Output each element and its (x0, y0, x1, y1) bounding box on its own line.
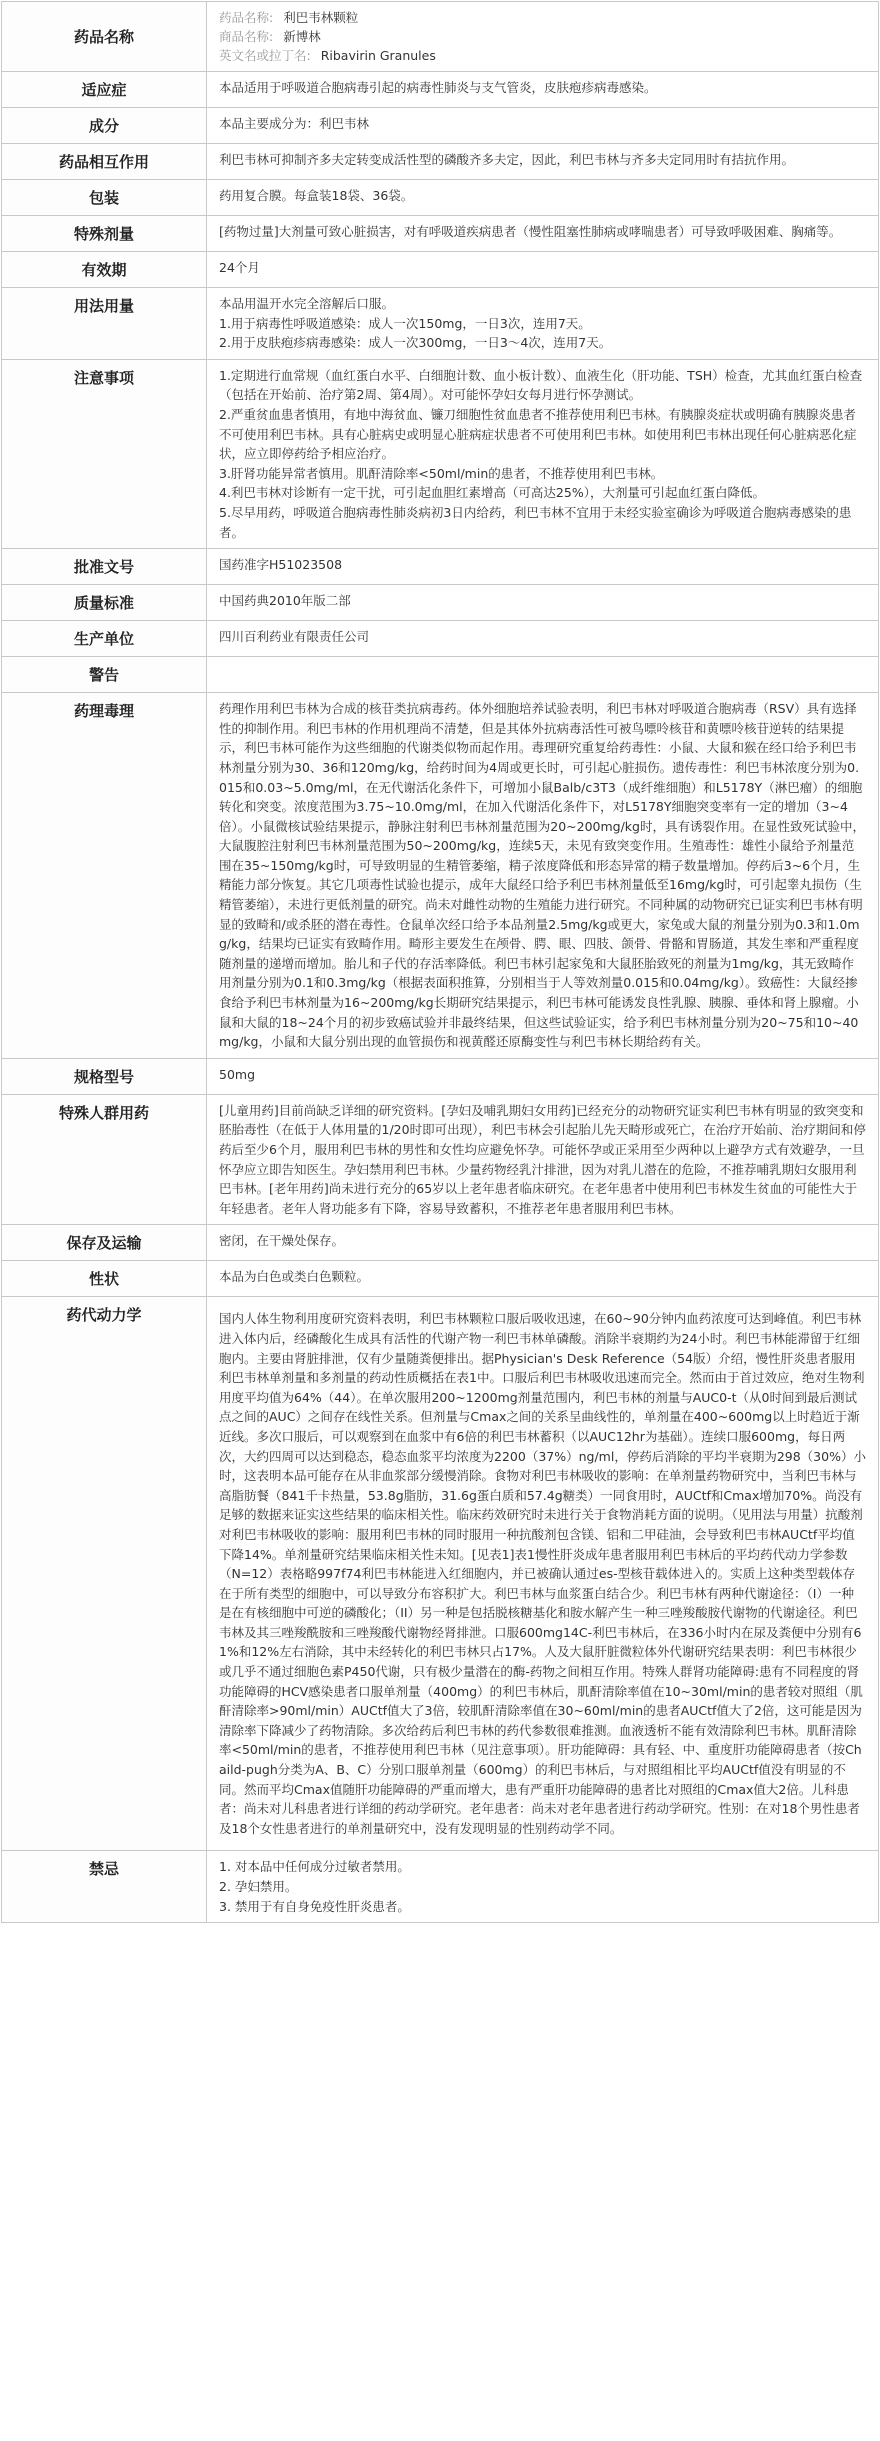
trade-name-key: 商品名称: (219, 29, 274, 44)
english-name-value: Ribavirin Granules (320, 48, 436, 63)
value-property: 本品为白色或类白色颗粒。 (207, 1261, 879, 1297)
generic-name-key: 药品名称: (219, 10, 274, 25)
value-warning (207, 657, 879, 693)
drug-name-values (207, 2, 879, 72)
row-property (2, 1261, 879, 1297)
value-interaction: 利巴韦林可抑制齐多夫定转变成活性型的磷酸齐多夫定，因此，利巴韦林与齐多夫定同用时有拮抗作用。 (207, 144, 879, 180)
label-pharmacokinetics: 药代动力学 (2, 1297, 207, 1851)
row-spec (2, 1058, 879, 1094)
english-name-key: 英文名或拉丁名: (219, 48, 311, 63)
english-name-line (219, 46, 866, 65)
label-drug-name: 药品名称 (2, 2, 207, 72)
row-interaction (2, 144, 879, 180)
value-ingredient: 本品主要成分为：利巴韦林 (207, 108, 879, 144)
label-contraindications: 禁忌 (2, 1851, 207, 1923)
generic-name-line (219, 8, 866, 27)
value-special-population: [儿童用药]目前尚缺乏详细的研究资料。[孕妇及哺乳期妇女用药]已经充分的动物研究证实利巴韦林有明显的致突变和胚胎毒性（在低于人体用量的1/20时即可出现），利巴韦林会引起胎儿先天畸形或死亡，在治疗开始前、治疗期间和停药后至少6个月，服用利巴韦林的男性和女性均应避免怀孕。可能怀孕或正采用至少两种以上避孕方式有效避孕，一旦怀孕应立即告知医生。孕妇禁用利巴韦林。少量药物经乳汁排泄，因为对乳儿潜在的危险，不推荐哺乳期妇女服用利巴韦林。[老年用药]尚未进行充分的65岁以上老年患者临床研究。在老年患者中使用利巴韦林发生贫血的可能性大于年轻患者。老年人肾功能多有下降，容易导致蓄积，不推荐老年患者服用利巴韦林。 (207, 1094, 879, 1225)
row-contraindications (2, 1851, 879, 1923)
label-spec: 规格型号 (2, 1058, 207, 1094)
value-package: 药用复合膜。每盒装18袋、36袋。 (207, 180, 879, 216)
label-property: 性状 (2, 1261, 207, 1297)
row-precautions (2, 359, 879, 548)
value-storage: 密闭，在干燥处保存。 (207, 1225, 879, 1261)
value-maker: 四川百利药业有限责任公司 (207, 621, 879, 657)
value-spec: 50mg (207, 1058, 879, 1094)
row-pharmacokinetics (2, 1297, 879, 1851)
row-toxicology (2, 693, 879, 1059)
label-overdose: 特殊剂量 (2, 216, 207, 252)
row-warning (2, 657, 879, 693)
row-validity (2, 252, 879, 288)
value-validity: 24个月 (207, 252, 879, 288)
value-standard: 中国药典2010年版二部 (207, 585, 879, 621)
value-approval: 国药准字H51023508 (207, 549, 879, 585)
label-special-population: 特殊人群用药 (2, 1094, 207, 1225)
row-approval (2, 549, 879, 585)
label-storage: 保存及运输 (2, 1225, 207, 1261)
value-contraindications: 1. 对本品中任何成分过敏者禁用。 2. 孕妇禁用。 3. 禁用于有自身免疫性肝炎患者。 (207, 1851, 879, 1923)
label-validity: 有效期 (2, 252, 207, 288)
label-toxicology: 药理毒理 (2, 693, 207, 1059)
label-standard: 质量标准 (2, 585, 207, 621)
value-overdose: [药物过量]大剂量可致心脏损害，对有呼吸道疾病患者（慢性阻塞性肺病或哮喘患者）可导致呼吸困难、胸痛等。 (207, 216, 879, 252)
label-precautions: 注意事项 (2, 359, 207, 548)
row-overdose (2, 216, 879, 252)
trade-name-line (219, 27, 866, 46)
value-indication: 本品适用于呼吸道合胞病毒引起的病毒性肺炎与支气管炎，皮肤疱疹病毒感染。 (207, 72, 879, 108)
drug-info-table (1, 1, 879, 1923)
label-interaction: 药品相互作用 (2, 144, 207, 180)
generic-name-value: 利巴韦林颗粒 (283, 10, 359, 25)
trade-name-value: 新博林 (283, 29, 321, 44)
row-package (2, 180, 879, 216)
value-toxicology: 药理作用利巴韦林为合成的核苷类抗病毒药。体外细胞培养试验表明，利巴韦林对呼吸道合胞病毒（RSV）具有选择性的抑制作用。利巴韦林的作用机理尚不清楚，但是其体外抗病毒活性可被鸟嘌呤核苷和黄嘌呤核苷逆转的结果提示，利巴韦林可能作为这些细胞的代谢类似物而起作用。毒理研究重复给药毒性：小鼠、大鼠和猴在经口给予利巴韦林剂量分别为30、36和120mg/kg，给药时间为4周或更长时，可引起心脏损伤。遗传毒性：利巴韦林浓度分别为0.015和0.03~5.0mg/ml，在无代谢活化条件下，可增加小鼠Balb/c3T3（成纤维细胞）和L5178Y（淋巴瘤）的细胞转化和突变。浓度范围为3.75~10.0mg/ml，在加入代谢活化条件下，对L5178Y细胞突变率有一定的增加（3~4倍）。小鼠微核试验结果提示，静脉注射利巴韦林剂量范围为20~200mg/kg时，具有诱裂作用。在显性致死试验中，大鼠腹腔注射利巴韦林剂量范围为50~200mg/kg，连续5天，未见有致突变作用。生殖毒性：雄性小鼠给予剂量范围在35~150mg/kg时，可导致明显的生精管萎缩，精子浓度降低和形态异常的精子数量增加。停药后3~6个月，生精能力部分恢复。其它几项毒性试验也提示，成年大鼠经口给予利巴韦林剂量低至16mg/kg时，可引起睾丸损伤（生精管萎缩），未进行更低剂量的研究。尚未对雌性动物的生殖能力进行研究。不同种属的动物研究已证实利巴韦林有明显的致畸和/或杀胚的潜在毒性。仓鼠单次经口给予本品剂量2.5mg/kg或更大，家兔或大鼠的剂量分别为0.3和1.0mg/kg，结果均已证实有致畸作用。畸形主要发生在颅骨、腭、眼、四肢、颌骨、骨骼和胃肠道，其发生率和严重程度随剂量的递增而增加。胎儿和子代的存活率降低。利巴韦林引起家兔和大鼠胚胎致死的剂量为1mg/kg，其无致畸作用剂量分别为0.1和0.3mg/kg（根据表面积推算，分别相当于人等效剂量0.015和0.04mg/kg）。致癌性：大鼠经掺食给予利巴韦林剂量为16~200mg/kg长期研究结果提示，利巴韦林可能诱发良性乳腺、胰腺、垂体和肾上腺瘤。小鼠和大鼠的18~24个月的初步致癌试验并非最终结果，但这些试验证实，给予利巴韦林剂量分别为20~75和10~40mg/kg，小鼠和大鼠分别出现的血管损伤和视黄醛还原酶变性与利巴韦林长期给药有关。 (207, 693, 879, 1059)
label-usage: 用法用量 (2, 288, 207, 360)
label-ingredient: 成分 (2, 108, 207, 144)
row-special-population (2, 1094, 879, 1225)
row-ingredient (2, 108, 879, 144)
row-maker (2, 621, 879, 657)
value-usage: 本品用温开水完全溶解后口服。 1.用于病毒性呼吸道感染：成人一次150mg，一日3次，连用7天。 2.用于皮肤疱疹病毒感染：成人一次300mg，一日3～4次，连用7天。 (207, 288, 879, 360)
value-pharmacokinetics: 国内人体生物利用度研究资料表明，利巴韦林颗粒口服后吸收迅速，在60~90分钟内血药浓度可达到峰值。利巴韦林进入体内后，经磷酸化生成具有活性的代谢产物一利巴韦林单磷酸。消除半衰期约为24小时。利巴韦林能滞留于红细胞内。主要由肾脏排泄，仅有少量随粪便排出。据Physician's Desk Reference（54版）介绍，慢性肝炎患者服用利巴韦林单剂量和多剂量的药动性质概括在表1中。口服后利巴韦林吸收迅速而完全。然而由于首过效应，绝对生物利用度平均值为64%（44）。在单次服用200~1200mg剂量范围内，利巴韦林的剂量与AUC0-t（从0时间到最后测试点之间的AUC）之间存在线性关系。但剂量与Cmax之间的关系呈曲线性的，单剂量在400~600mg以上时趋近于渐近线。多次口服后，可以观察到在血浆中有6倍的利巴韦林蓄积（以AUC12hr为基础）。连续口服600mg，每日两次，大约四周可以达到稳态，稳态血浆平均浓度为2200（37%）ng/ml，停药后消除的平均半衰期为298（30%）小时，这表明本品可能存在从非血浆部分缓慢消除。食物对利巴韦林吸收的影响：在单剂量药物研究中，当利巴韦林与高脂肪餐（841千卡热量，53.8g脂肪，31.6g蛋白质和57.4g糖类）一同食用时，AUCtf和Cmax增加70%。尚没有足够的数据来证实这些结果的临床相关性。临床药效研究时未进行关于食物消耗方面的说明。（见用法与用量）抗酸剂对利巴韦林吸收的影响：服用利巴韦林的同时服用一种抗酸剂包含镁、铝和二甲硅油，会导致利巴韦林AUCtf平均值下降14%。单剂量研究结果临床相关性未知。[见表1]表1慢性肝炎成年患者服用利巴韦林后的平均药代动力学参数（N=12）表格略997f74利巴韦林能进入红细胞内，并已被确认通过es-型核苷载体进入的。实质上这种类型载体存在于所有类型的细胞中，可以导致分布容积扩大。利巴韦林与血浆蛋白结合少。利巴韦林有两种代谢途径：（I）一种是在有核细胞中可逆的磷酸化；（II）另一种是包括脱核糖基化和胺水解产生一种三唑羧酸胺代谢物的代谢途径。利巴韦林及其三唑羧酰胺和三唑羧酸代谢物经肾排泄。口服600mg14C-利巴韦林后，在336小时内在尿及粪便中分别有61%和12%左右消除，其中未经转化的利巴韦林只占17%。人及大鼠肝脏微粒体外代谢研究结果表明：利巴韦林很少或几乎不通过细胞色素P450代谢，只有极少量潜在的酶-药物之间相互作用。特殊人群肾功能障碍:患有不同程度的肾功能障碍的HCV感染患者口服单剂量（400mg）的利巴韦林后，肌酐清除率值在10~30ml/min的患者较对照组（肌酐清除率>90ml/min）AUCtf值大了3倍，较肌酐清除率值在30~60ml/min的患者AUCtf值大了2倍，这可能是因为清除率下降减少了药物清除。多次给药后利巴韦林的药代参数很难推测。血液透析不能有效清除利巴韦林。肌酐清除率<50ml/min的患者，不推荐使用利巴韦林（见注意事项）。肝功能障碍：具有轻、中、重度肝功能障碍患者（按Chaild-pugh分类为A、B、C）分别口服单剂量（600mg）的利巴韦林后，与对照组相比平均AUCtf值没有明显的不同。然而平均Cmax值随肝功能障碍的严重而增大，患有严重肝功能障碍的患者比对照组的Cmax值大2倍。儿科患者：尚未对儿科患者进行详细的药动学研究。老年患者：尚未对老年患者进行药动学研究。性别：在对18个男性患者及18个女性患者进行的单剂量研究中，没有发现明显的性别药动学不同。 (207, 1297, 879, 1851)
row-indication (2, 72, 879, 108)
row-usage (2, 288, 879, 360)
label-indication: 适应症 (2, 72, 207, 108)
row-drug-name (2, 2, 879, 72)
label-warning: 警告 (2, 657, 207, 693)
row-storage (2, 1225, 879, 1261)
label-maker: 生产单位 (2, 621, 207, 657)
label-package: 包装 (2, 180, 207, 216)
label-approval: 批准文号 (2, 549, 207, 585)
value-precautions: 1.定期进行血常规（血红蛋白水平、白细胞计数、血小板计数）、血液生化（肝功能、TSH）检查，尤其血红蛋白检查（包括在开始前、治疗第2周、第4周）。对可能怀孕妇女每月进行怀孕测试。 2.严重贫血患者慎用，有地中海贫血、镰刀细胞性贫血患者不推荐使用利巴韦林。有胰腺炎症状或明确有胰腺炎患者不可使用利巴韦林。具有心脏病史或明显心脏病症状患者不可使用利巴韦林。如使用利巴韦林出现任何心脏病恶化症状，应立即停药给予相应治疗。 3.肝肾功能异常者慎用。肌酐清除率<50ml/min的患者，不推荐使用利巴韦林。 4.利巴韦林对诊断有一定干扰，可引起血胆红素增高（可高达25%），大剂量可引起血红蛋白降低。 5.尽早用药，呼吸道合胞病毒性肺炎病初3日内给药，利巴韦林不宜用于未经实验室确诊为呼吸道合胞病毒感染的患者。 (207, 359, 879, 548)
row-standard (2, 585, 879, 621)
